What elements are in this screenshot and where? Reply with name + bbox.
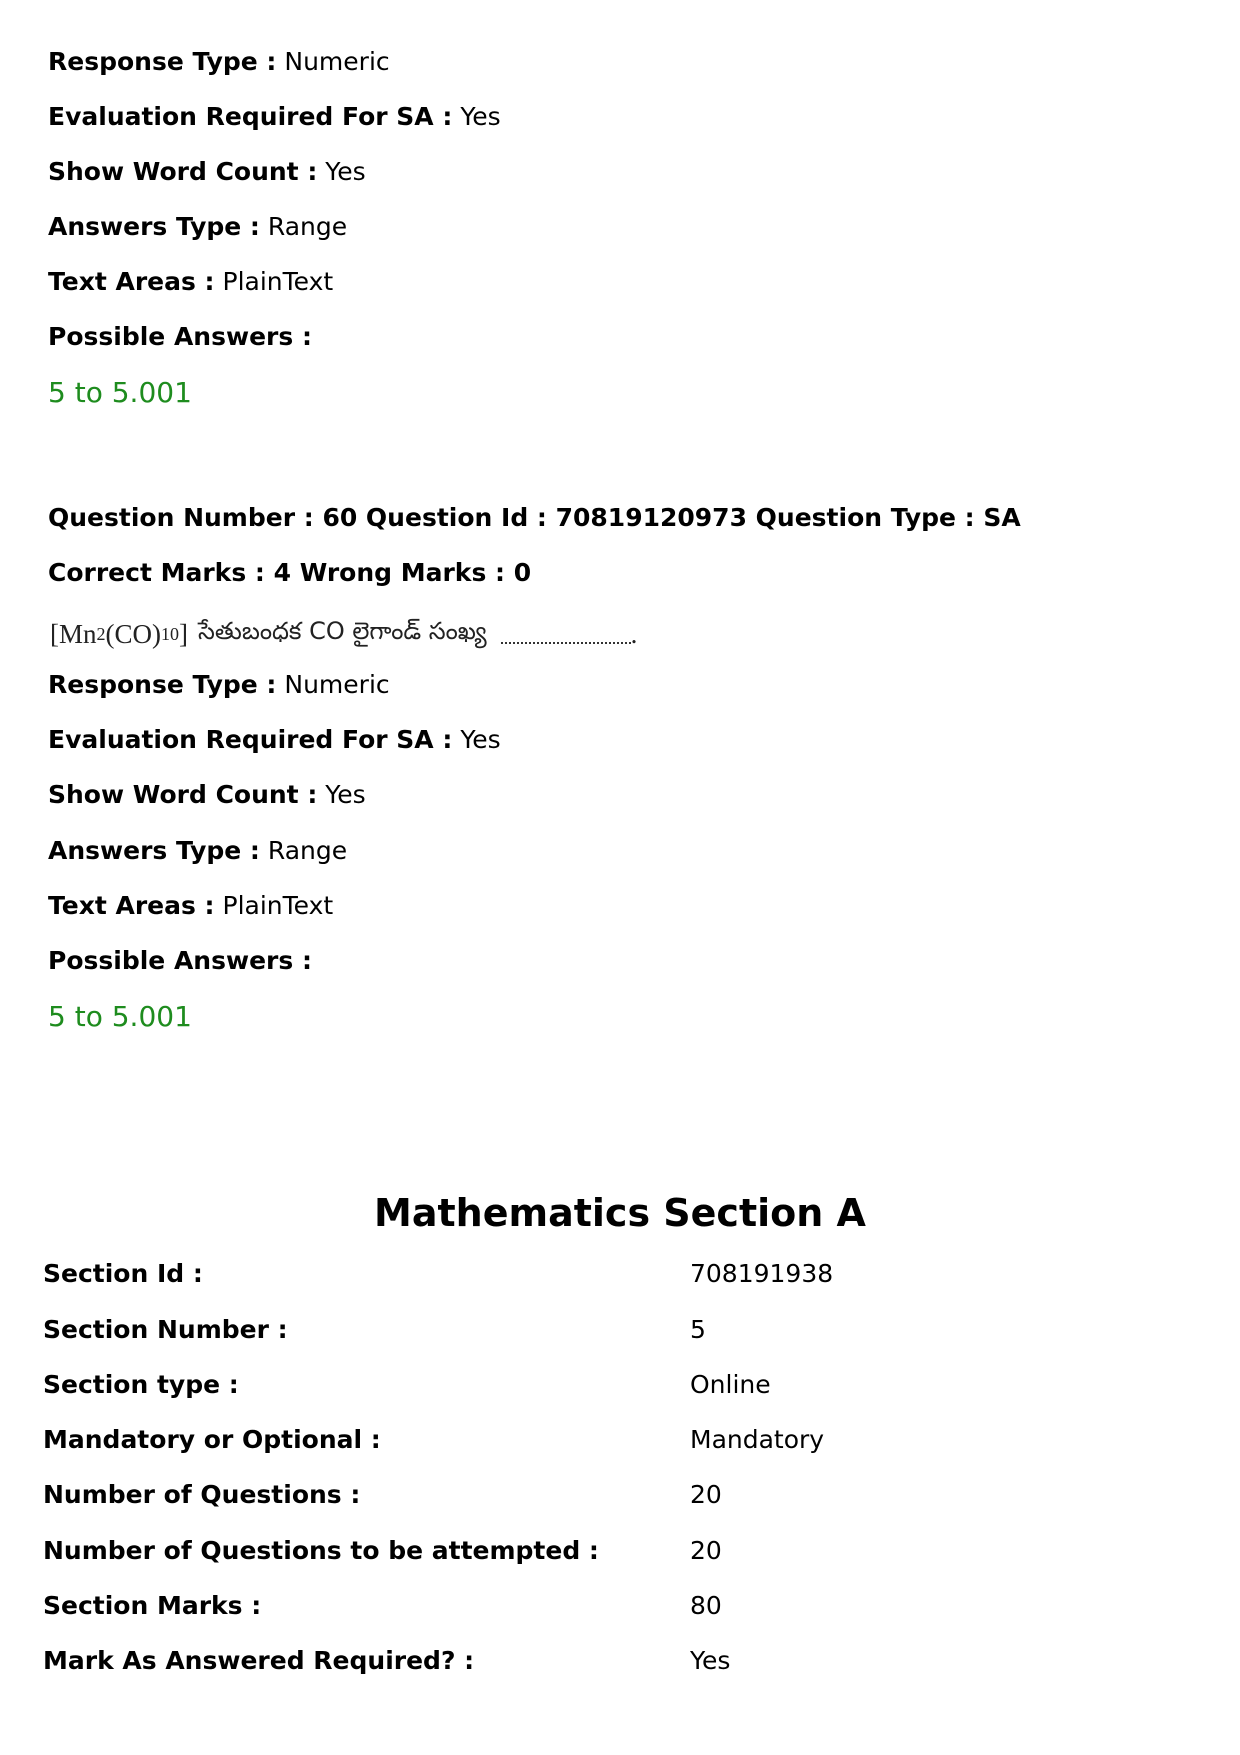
section-row-value: 708191938 — [690, 1259, 834, 1288]
response-type-row — [48, 46, 390, 78]
word-count-row — [48, 156, 366, 188]
evaluation-row — [48, 101, 501, 133]
formula-open: [Mn — [50, 618, 97, 649]
answers-type-value: Range — [267, 212, 348, 241]
section-row-key: Section Id : — [43, 1259, 203, 1288]
word-count-value: Yes — [325, 157, 366, 186]
question-header — [48, 502, 1021, 534]
q60-response-type-value: Numeric — [284, 670, 390, 699]
q60-answers-type-row — [48, 835, 347, 867]
q60-word-count-label: Show Word Count : — [48, 780, 318, 809]
question-text-image: [Mn 2 (CO) 10 ] సేతుబంధక CO లైగాండ్ సంఖ్య . — [50, 612, 637, 656]
section-row-value: Mandatory — [690, 1425, 825, 1454]
q60-word-count-row — [48, 779, 366, 811]
answers-type-row — [48, 211, 347, 243]
section-row-key: Number of Questions to be attempted : — [43, 1536, 599, 1565]
section-row — [43, 1424, 1193, 1464]
q60-text-areas-row — [48, 890, 333, 922]
section-row-value: 20 — [690, 1480, 722, 1509]
section-row — [43, 1314, 1193, 1354]
q60-word-count-value: Yes — [325, 780, 366, 809]
q60-evaluation-row — [48, 724, 501, 756]
section-row-value: 20 — [690, 1536, 722, 1565]
text-areas-label: Text Areas : — [48, 267, 215, 296]
section-row-key: Mark As Answered Required? : — [43, 1646, 475, 1675]
formula-sub2: 10 — [161, 623, 179, 644]
section-row-key: Section Marks : — [43, 1591, 262, 1620]
section-row — [43, 1590, 1193, 1630]
section-row-key: Section Number : — [43, 1315, 288, 1344]
response-type-label: Response Type : — [48, 47, 277, 76]
section-row-value: Online — [690, 1370, 771, 1399]
word-count-label: Show Word Count : — [48, 157, 318, 186]
section-row — [43, 1535, 1193, 1575]
section-row — [43, 1369, 1193, 1409]
q60-answers-type-value: Range — [267, 836, 348, 865]
section-row — [43, 1645, 1193, 1685]
formula-sub1: 2 — [96, 623, 106, 644]
section-title: Mathematics Section A — [374, 1191, 866, 1235]
answer-blank — [501, 624, 631, 644]
section-row-value: 5 — [690, 1315, 706, 1344]
text-areas-value: PlainText — [222, 267, 334, 296]
text-areas-row — [48, 266, 333, 298]
formula-close: ] — [179, 618, 188, 649]
q60-response-type-label: Response Type : — [48, 670, 277, 699]
q60-response-type-row — [48, 669, 390, 701]
question-marks — [48, 557, 531, 589]
q60-possible-answer-value: 5 to 5.001 — [48, 1000, 192, 1033]
q60-evaluation-label: Evaluation Required For SA : — [48, 725, 453, 754]
section-row-key: Mandatory or Optional : — [43, 1425, 381, 1454]
q60-text-areas-label: Text Areas : — [48, 891, 215, 920]
q60-answers-type-label: Answers Type : — [48, 836, 260, 865]
possible-answers-label: Possible Answers : — [48, 322, 312, 351]
q60-text-areas-value: PlainText — [222, 891, 334, 920]
section-row-key: Section type : — [43, 1370, 239, 1399]
possible-answers-row — [48, 321, 312, 353]
response-type-value: Numeric — [284, 47, 390, 76]
question-text: సేతుబంధక CO లైగాండ్ సంఖ్య — [198, 617, 487, 645]
evaluation-label: Evaluation Required For SA : — [48, 102, 453, 131]
possible-answer-value: 5 to 5.001 — [48, 376, 192, 409]
question-header-text: Question Number : 60 Question Id : 70819120973 Question Type : SA — [48, 503, 1021, 532]
answers-type-label: Answers Type : — [48, 212, 260, 241]
question-marks-text: Correct Marks : 4 Wrong Marks : 0 — [48, 558, 532, 587]
section-row-value: Yes — [690, 1646, 731, 1675]
section-row — [43, 1258, 1193, 1298]
section-row-value: 80 — [690, 1591, 722, 1620]
q60-evaluation-value: Yes — [460, 725, 501, 754]
section-row-key: Number of Questions : — [43, 1480, 361, 1509]
q60-possible-answers-label: Possible Answers : — [48, 946, 312, 975]
formula-mid: (CO) — [105, 618, 161, 649]
section-row — [43, 1479, 1193, 1519]
evaluation-value: Yes — [460, 102, 501, 131]
q60-possible-answers-row — [48, 945, 312, 977]
